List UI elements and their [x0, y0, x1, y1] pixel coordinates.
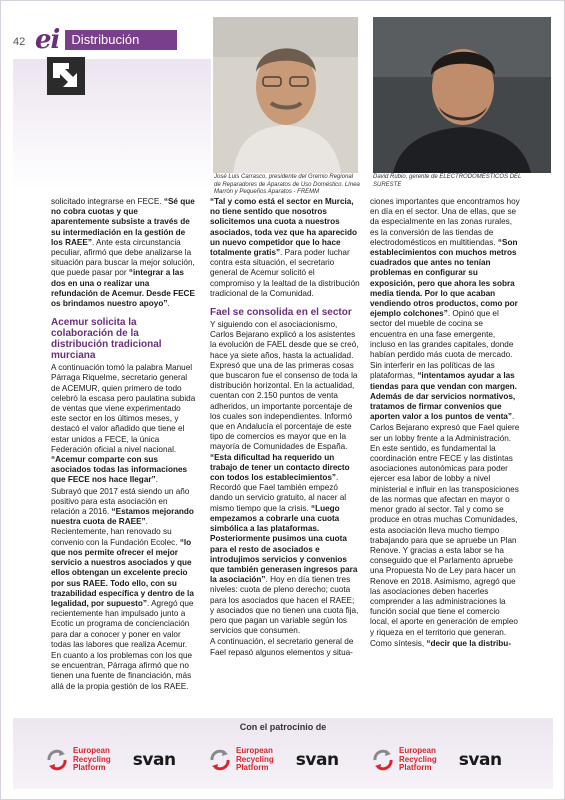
sponsor-group	[208, 742, 339, 778]
paragraph	[210, 637, 360, 657]
erp-name: European Recycling Platform	[73, 746, 111, 773]
erp-logo	[371, 747, 437, 773]
photo2-caption: David Rubio, gerente de ELECTRODOMÉSTICOS DEL SURESTE	[373, 174, 522, 188]
body-text: Como síntesis,	[370, 638, 427, 648]
quote-text: “decir que la distribu-	[426, 638, 512, 648]
quote-text: “Son establecimientos con muchos metros cuadrados que antes no tenían problemas en configurar su exposición, pero que ahora les sobra media tienda. Por lo que acaban vendiendo otros productos, como por ejemplo colchones”	[370, 237, 518, 319]
erp-logo	[45, 747, 111, 773]
body-text: ciones importantes que encontramos hoy en día en el sector. Una de ellas, que se da especialmente en las zonas rurales, es la conversión de las tiendas de electrodomésticos en multitiendas.	[370, 197, 520, 247]
recycle-icon	[208, 748, 232, 772]
quote-text: “intentamos ayudar a las tiendas para que vendan con margen. Además de dar servicios normativos, tratamos de firmar convenios que aporten valor a los puntos de venta”	[370, 371, 517, 422]
paragraph	[370, 197, 520, 360]
body-text: A continuación tomó la palabra Manuel Párraga Riquelme, secretario general de ACEMUR, quien primero de todo celebró la escasa pero paulatina subida de ventas que viene experimentado este sector en los últimos meses, y destacó el valor añadido que tiene el estar unidos a FECE, la única Federación oficial a nivel nacional.	[51, 363, 196, 454]
body-text: Y siguiendo con el asociacionismo, Carlos Bejarano explicó a los asistentes la evolución de FAEL desde que se creó, hace ya siete años, hasta la actualidad. Expresó que una de las primeras cosas que buscaron fue el consenso de toda la distribución horizontal. En la actualidad, cuentan con 2.150 puntos de venta adheridos, un importante porcentaje de los cuales son independientes. Informó que en Andalucía el porcentaje de este tipo de comercios es mayor que en la mayoría de Comunidades de España.	[210, 320, 359, 452]
svan-logo: svan	[295, 750, 339, 770]
recycle-icon	[45, 748, 69, 772]
body-text: .	[167, 299, 170, 309]
body-text: . Para poder luchar contra esta situación, el secretario general de Acemur solicitó el compromiso y la lealtad de la distribución tradicional de la Comunidad.	[210, 248, 360, 298]
quote-text: “Tal y como está el sector en Murcia, no tiene sentido que nosotros solicitemos una cuota a nuestros asociados, toda vez que ha aparecido un nuevo competidor que lo hace totalmente gratis”	[210, 197, 357, 258]
header-band	[13, 59, 211, 189]
magazine-logo: ei	[35, 25, 60, 55]
arrow-down-icon	[47, 57, 85, 95]
photo-david-rubio	[373, 17, 551, 173]
erp-name: European Recycling Platform	[399, 746, 437, 773]
quote-text: “Acemur comparte con sus asociados todas las informaciones que FECE nos hace llegar”	[51, 455, 188, 485]
body-text: .	[511, 412, 515, 422]
paragraph	[51, 651, 197, 692]
paragraph	[370, 423, 520, 637]
page-number: 42	[13, 36, 26, 48]
quote-text: “Luego empezamos a cobrarle una cuota simbólica a las plataformas. Posteriormente pusimos una cuota para el resto de asociados e introdujimos servicios y convenios que también generasen ingresos para la asociación”	[210, 503, 358, 585]
body-text: . Ante esta circunstancia peculiar, afirmó que debe analizarse la situación para buscar la mejor solución, que puede pasar por	[51, 237, 195, 278]
paragraph	[370, 639, 520, 649]
text-column-2	[210, 197, 360, 659]
text-column-3	[370, 197, 520, 650]
body-text: .	[155, 475, 158, 485]
body-text: . Recordó que Fael también empezó dando un servicio gratuito, al nacer al mismo tiempo que la crisis.	[210, 473, 347, 513]
erp-logo	[208, 747, 274, 773]
paragraph	[370, 361, 520, 422]
sponsor-group	[371, 742, 502, 778]
sponsor-group	[45, 742, 176, 778]
body-text: solicitado integrarse en FECE.	[51, 197, 164, 206]
body-text: . Recientemente, han renovado su convenio con la Fundación Ecolec.	[51, 517, 180, 547]
erp-name: European Recycling Platform	[236, 746, 274, 773]
paragraph	[210, 320, 360, 636]
photo1-caption: José Luis Carrasco, presidente del Gremio Regional de Reparadores de Aparatos de Uso Doméstico. Línea Marrón y Pequeños Aparatos - FREMM	[214, 174, 360, 195]
text-column-1	[51, 197, 197, 693]
body-text: . Hoy en día tienen tres niveles: cuota de pleno derecho; cuota para los asociados que hacen el RAEE; y asociados que no tienen una cuota fija, pero que pagan un variable según los servicios que consumen.	[210, 575, 359, 636]
section-title: Distribución	[65, 30, 177, 50]
paragraph	[210, 197, 360, 299]
quote-text: “Esta dificultad ha requerido un trabajo de tener un contacto directo con todos los establecimientos”	[210, 452, 350, 483]
paragraph	[51, 487, 197, 650]
sponsor-title: Con el patrocinio de	[239, 722, 327, 732]
section-subheading: Acemur solicita la colaboración de la distribución tradicional murciana	[51, 317, 162, 362]
body-text: . Agregó que recientemente han impulsado junto a Ecotic un programa de concienciación para dar a conocer y poner en valor todas las labores que realiza Acemur.	[51, 598, 194, 649]
quote-text: “integrar a las dos en una o realizar una refundación de Acemur. Desde FECE os brindamos nuestro apoyo”	[51, 268, 195, 309]
svan-logo: svan	[458, 750, 502, 770]
body-text: Sin interferir en las políticas de las plataformas,	[370, 361, 495, 381]
quote-text: “Sé que no cobra cuotas y que aparentemente subsiste a través de su intermediación en la gestión de los RAEE”	[51, 197, 195, 247]
body-text: A continuación, el secretario general de Fael repasó algunos elementos y situa-	[210, 637, 354, 657]
paragraph	[51, 197, 197, 309]
quote-text: “lo que nos permite ofrecer el mejor servicio a nuestros asociados y que ellos obtengan un excelente precio por sus RAEE. Todo ello, con su trazabilidad específica y dentro de la legalidad, por supuesto”	[51, 537, 194, 608]
section-subheading: Fael se consolida en el sector	[210, 307, 352, 319]
sponsor-footer	[13, 718, 553, 789]
body-text: En cuanto a los problemas con los que se encuentran, Párraga afirmó que no tienen una fuente de financiación, más allá de la propia gestión de los RAEE.	[51, 650, 193, 691]
body-text: Subrayó que 2017 está siendo un año positivo para esta asociación en relación a 2016.	[51, 486, 190, 517]
body-text: Carlos Bejarano expresó que Fael quiere ser un lobby frente a la Administración. En este sentido, es fundamental la coordinación entre FECE y las distintas asociaciones autonómicas para poder ejercer esa labor de lobby a nivel ministerial e influir en las transposiciones de las normas que afectan en mayor o menor grado al sector. Tal y como se produce en otras muchas Comunidades, esta asociación lleva mucho tiempo trabajando para que se apruebe un Plan Renove. Y gracias a esta labor se ha conseguido que el Parlamento apruebe una Propuesta No de Ley para hacer un Renove en 2018. Asimismo, agregó que las asociaciones deben hacerles comprender a las administraciones la función social que tiene el comercio local, el aporte en generación de empleo y riqueza en el territorio que generan.	[370, 423, 520, 637]
body-text: . Opinó que el sector del mueble de cocina se encuentra en una fase emergente, incluso en las grandes capitales, donde habían perdido más cuota de mercado.	[370, 309, 514, 360]
paragraph	[51, 363, 197, 485]
page-header	[13, 25, 177, 55]
recycle-icon	[371, 748, 395, 772]
svan-logo: svan	[132, 750, 176, 770]
quote-text: “Estamos mejorando nuestra cuota de RAEE”	[51, 507, 194, 527]
photo-jose-luis-carrasco	[213, 17, 358, 173]
